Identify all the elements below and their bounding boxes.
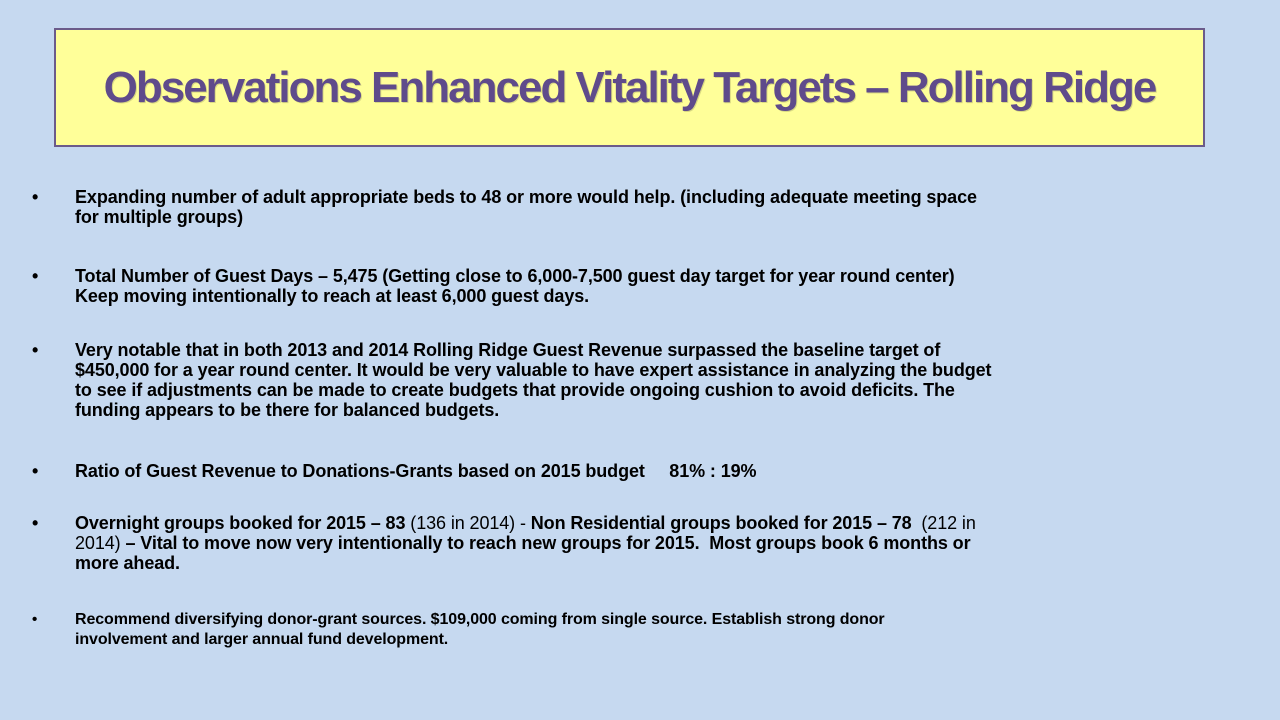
bullet-icon: • bbox=[32, 340, 39, 360]
slide-title: Observations Enhanced Vitality Targets – Rolling Ridge bbox=[103, 62, 1156, 112]
vital-text: – Vital to move now very intentionally to reach new groups for 2015. Most groups book 6 months or bbox=[125, 533, 971, 553]
bullet-line: Recommend diversifying donor-grant sources. $109,000 coming from single source. Establish strong donor bbox=[75, 611, 885, 628]
bullet-icon: • bbox=[32, 187, 39, 207]
bullet-icon: • bbox=[32, 266, 39, 286]
bullet-icon: • bbox=[32, 461, 39, 481]
bullet-line: more ahead. bbox=[75, 553, 180, 573]
non-residential-2014-text: (212 in bbox=[921, 513, 976, 533]
bullet-line bbox=[75, 533, 1265, 553]
title-box bbox=[54, 28, 1205, 147]
bullet-line: for multiple groups) bbox=[75, 207, 243, 227]
bullet-line: Keep moving intentionally to reach at least 6,000 guest days. bbox=[75, 286, 590, 306]
bullet-line: $450,000 for a year round center. It would be very valuable to have expert assistance in analyzing the budget bbox=[75, 360, 992, 380]
bullet-line: Very notable that in both 2013 and 2014 Rolling Ridge Guest Revenue surpassed the baseline target of bbox=[75, 340, 941, 360]
bullet-line: Expanding number of adult appropriate beds to 48 or more would help. (including adequate meeting space bbox=[75, 187, 977, 207]
bullet-text bbox=[75, 610, 1265, 650]
bullet-text bbox=[75, 266, 1265, 306]
bullet-text bbox=[75, 461, 1265, 481]
bullet-text bbox=[75, 340, 1265, 420]
bullet-line: to see if adjustments can be made to create budgets that provide ongoing cushion to avoid deficits. The bbox=[75, 380, 955, 400]
year-2014-text: 2014) bbox=[75, 533, 126, 553]
overnight-groups-text: Overnight groups booked for 2015 – 83 bbox=[75, 513, 411, 533]
non-residential-groups-text: Non Residential groups booked for 2015 – 78 bbox=[530, 513, 922, 533]
overnight-2014-text: (136 in 2014) - bbox=[410, 513, 531, 533]
bullet-line: Ratio of Guest Revenue to Donations-Grants based on 2015 budget 81% : 19% bbox=[75, 461, 757, 481]
bullet-line bbox=[75, 513, 1265, 533]
bullet-icon: • bbox=[32, 611, 38, 628]
bullet-line: involvement and larger annual fund development. bbox=[75, 631, 449, 648]
bullet-text bbox=[75, 513, 1265, 573]
bullet-icon: • bbox=[32, 513, 39, 533]
bullet-line: funding appears to be there for balanced budgets. bbox=[75, 400, 500, 420]
bullet-line: Total Number of Guest Days – 5,475 (Getting close to 6,000-7,500 guest day target for year round center) bbox=[75, 266, 955, 286]
bullet-text bbox=[75, 187, 1265, 227]
